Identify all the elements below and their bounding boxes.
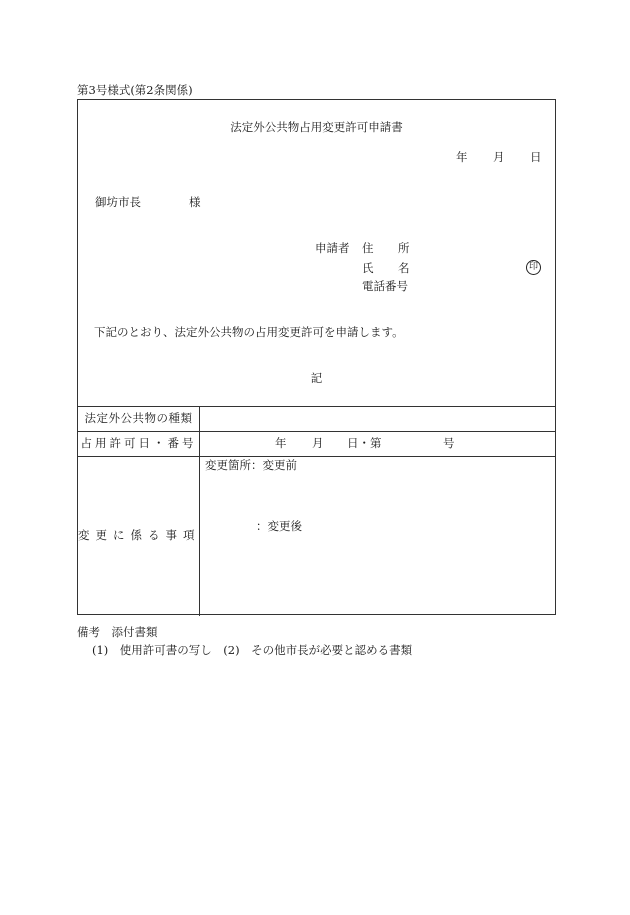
form-title: 法定外公共物占用変更許可申請書	[230, 120, 403, 134]
form-number: 第3号様式(第2条関係)	[77, 83, 193, 97]
applicant-address-label-1: 住	[362, 241, 374, 255]
row-label-change-matters: 変更に係る事項	[78, 528, 201, 542]
table-column-divider	[199, 406, 200, 616]
seal-icon: 印	[526, 260, 541, 275]
applicant-phone-label: 電話番号	[362, 279, 408, 293]
addressee-name: 御坊市長	[95, 195, 141, 209]
remarks-title: 備考 添付書類	[77, 625, 158, 639]
table-rule-2	[78, 456, 555, 457]
date-year-label: 年	[456, 150, 468, 164]
applicant-address-label-2: 所	[398, 241, 410, 255]
ki-heading: 記	[310, 371, 323, 385]
applicant-label: 申請者	[315, 241, 350, 255]
date-day-label: 日	[530, 150, 542, 164]
permit-month-label: 月	[312, 436, 324, 450]
table-rule-1	[78, 431, 555, 432]
change-after-label: ：変更後	[256, 519, 302, 533]
table-top-rule	[78, 406, 555, 407]
change-before-label: 変更箇所：変更前	[205, 458, 297, 472]
permit-go-label: 号	[443, 436, 455, 450]
permit-day-number-label: 日・第	[347, 436, 382, 450]
date-month-label: 月	[493, 150, 505, 164]
permit-year-label: 年	[275, 436, 287, 450]
applicant-name-label-1: 氏	[362, 261, 374, 275]
row-label-permit-date-number: 占用許可日・番号	[80, 436, 197, 450]
addressee-honorific: 様	[189, 195, 201, 209]
remarks-attachments: (1) 使用許可書の写し (2) その他市長が必要と認める書類	[92, 643, 413, 657]
application-statement: 下記のとおり、法定外公共物の占用変更許可を申請します。	[94, 325, 404, 339]
row-label-object-type: 法定外公共物の種類	[84, 411, 193, 425]
application-form-frame	[77, 99, 556, 615]
applicant-name-label-2: 名	[398, 261, 410, 275]
